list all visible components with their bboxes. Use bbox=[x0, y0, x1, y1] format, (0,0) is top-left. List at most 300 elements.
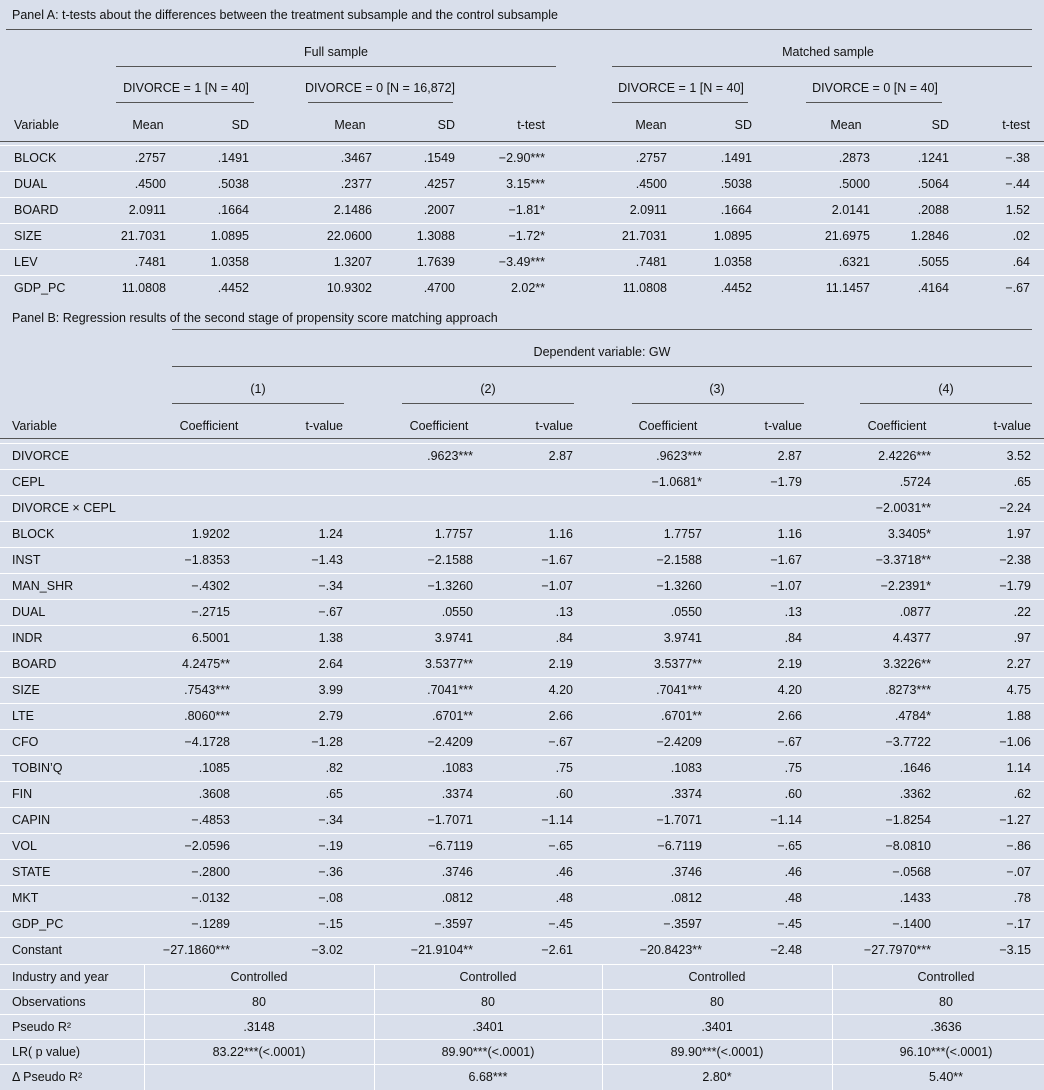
table-cell: −.67 bbox=[1005, 281, 1030, 295]
table-cell: .4784* bbox=[894, 709, 931, 723]
group1-full-header: DIVORCE = 1 [N = 40] bbox=[123, 81, 249, 95]
table-cell: −3.02 bbox=[311, 943, 343, 957]
table-cell: .46 bbox=[555, 865, 573, 879]
table-cell: .2007 bbox=[423, 203, 455, 217]
table-cell: 3.3405* bbox=[887, 527, 931, 541]
table-cell: −4.1728 bbox=[184, 735, 230, 749]
table-cell: −2.4209 bbox=[427, 735, 473, 749]
table-cell: 11.1457 bbox=[825, 281, 870, 295]
table-cell: 22.0600 bbox=[326, 229, 372, 243]
table-cell: −.4853 bbox=[191, 813, 230, 827]
table-cell: −2.4209 bbox=[656, 735, 702, 749]
table-cell: 1.24 bbox=[318, 527, 343, 541]
table-cell: .3362 bbox=[899, 787, 931, 801]
table-cell: 2.80* bbox=[702, 1070, 732, 1084]
row-label: MKT bbox=[12, 891, 39, 905]
column-header: SD bbox=[231, 118, 249, 132]
table-cell: .02 bbox=[1012, 229, 1030, 243]
table-cell: .65 bbox=[325, 787, 343, 801]
table-row bbox=[0, 443, 1044, 469]
table-row bbox=[0, 755, 1044, 781]
table-cell: 1.7757 bbox=[663, 527, 702, 541]
table-cell: .3608 bbox=[198, 787, 230, 801]
summary-row bbox=[0, 964, 1044, 989]
rule bbox=[116, 102, 254, 103]
table-cell: .3148 bbox=[243, 1020, 275, 1034]
table-cell: −.2715 bbox=[191, 605, 230, 619]
table-cell: −27.7970*** bbox=[863, 943, 931, 957]
column-header: t-value bbox=[305, 419, 343, 433]
table-cell: 83.22***(<.0001) bbox=[212, 1045, 306, 1059]
rule bbox=[6, 29, 1032, 30]
table-cell: .2757 bbox=[635, 151, 667, 165]
table-cell: 1.0358 bbox=[713, 255, 752, 269]
row-label: LEV bbox=[14, 255, 38, 269]
table-cell: 3.3226** bbox=[883, 657, 931, 671]
group1-matched-header: DIVORCE = 1 [N = 40] bbox=[618, 81, 744, 95]
table-cell: −.0568 bbox=[892, 865, 931, 879]
row-label: STATE bbox=[12, 865, 51, 879]
column-header: SD bbox=[437, 118, 455, 132]
table-cell: .4257 bbox=[423, 177, 455, 191]
table-cell: 1.97 bbox=[1006, 527, 1031, 541]
column-header: Variable bbox=[14, 118, 59, 132]
panel-b bbox=[0, 303, 1044, 964]
table-cell: −1.06 bbox=[999, 735, 1031, 749]
table-cell: 1.14 bbox=[1006, 761, 1031, 775]
table-cell: .5724 bbox=[899, 475, 931, 489]
table-cell: −1.27 bbox=[999, 813, 1031, 827]
table-cell: −.2800 bbox=[191, 865, 230, 879]
table-cell: 4.75 bbox=[1006, 683, 1031, 697]
rule bbox=[172, 366, 1032, 367]
table-cell: 1.7639 bbox=[416, 255, 455, 269]
table-cell: .62 bbox=[1013, 787, 1031, 801]
table-cell: −1.3260 bbox=[427, 579, 473, 593]
row-label: BOARD bbox=[12, 657, 57, 671]
table-cell: .65 bbox=[1013, 475, 1031, 489]
table-cell: .7481 bbox=[635, 255, 667, 269]
row-label: BLOCK bbox=[14, 151, 57, 165]
table-cell: .6701** bbox=[660, 709, 702, 723]
table-cell: 10.9302 bbox=[326, 281, 372, 295]
row-label: Pseudo R² bbox=[12, 1020, 72, 1034]
table-cell: −1.67 bbox=[770, 553, 802, 567]
table-cell: −.67 bbox=[318, 605, 343, 619]
table-cell: .2088 bbox=[917, 203, 949, 217]
table-row bbox=[0, 573, 1044, 599]
table-cell: Controlled bbox=[459, 970, 517, 984]
table-cell: −1.7071 bbox=[656, 813, 702, 827]
model-1-header: (1) bbox=[250, 382, 266, 396]
summary-row bbox=[0, 1039, 1044, 1064]
table-cell: .5055 bbox=[917, 255, 949, 269]
rule bbox=[0, 438, 1044, 439]
table-cell: 80 bbox=[939, 995, 953, 1009]
table-cell: .0812 bbox=[670, 891, 702, 905]
column-header: Coefficient bbox=[179, 419, 239, 433]
table-row bbox=[0, 495, 1044, 521]
row-label: MAN_SHR bbox=[12, 579, 74, 593]
table-cell: −.45 bbox=[548, 917, 573, 931]
group0-matched-header: DIVORCE = 0 [N = 40] bbox=[812, 81, 938, 95]
table-cell: −6.7119 bbox=[428, 839, 473, 853]
table-cell: .75 bbox=[784, 761, 802, 775]
row-label: CEPL bbox=[12, 475, 45, 489]
table-cell: .13 bbox=[784, 605, 802, 619]
table-row bbox=[0, 859, 1044, 885]
column-header: Mean bbox=[132, 118, 164, 132]
column-header: Coefficient bbox=[638, 419, 698, 433]
table-cell: .3467 bbox=[340, 151, 372, 165]
table-cell: 2.64 bbox=[318, 657, 343, 671]
table-cell: −20.8423** bbox=[639, 943, 702, 957]
table-cell: .2873 bbox=[838, 151, 870, 165]
table-cell: 21.7031 bbox=[621, 229, 667, 243]
table-cell: −.38 bbox=[1005, 151, 1030, 165]
table-cell: −21.9104** bbox=[410, 943, 473, 957]
table-cell: 4.2475** bbox=[182, 657, 230, 671]
table-cell: .64 bbox=[1012, 255, 1030, 269]
table-cell: −.3597 bbox=[434, 917, 473, 931]
table-cell: .1646 bbox=[899, 761, 931, 775]
column-header: t-value bbox=[535, 419, 573, 433]
table-cell: −6.7119 bbox=[657, 839, 702, 853]
table-cell: −.1400 bbox=[892, 917, 931, 931]
panel-c bbox=[0, 964, 1044, 1090]
table-row bbox=[0, 223, 1044, 249]
table-row bbox=[0, 547, 1044, 573]
table-cell: .97 bbox=[1013, 631, 1031, 645]
table-cell: .1491 bbox=[720, 151, 752, 165]
table-cell: .4500 bbox=[635, 177, 667, 191]
table-cell: 1.0895 bbox=[713, 229, 752, 243]
table-cell: −1.81* bbox=[508, 203, 545, 217]
table-cell: .84 bbox=[555, 631, 573, 645]
table-cell: −.67 bbox=[548, 735, 573, 749]
table-cell: .8060*** bbox=[184, 709, 230, 723]
table-cell: .0812 bbox=[441, 891, 473, 905]
table-cell: 4.20 bbox=[548, 683, 573, 697]
table-cell: .1083 bbox=[441, 761, 473, 775]
table-row bbox=[0, 145, 1044, 171]
table-cell: 2.27 bbox=[1006, 657, 1031, 671]
table-row bbox=[0, 833, 1044, 859]
table-cell: 2.66 bbox=[548, 709, 573, 723]
table-row bbox=[0, 625, 1044, 651]
table-cell: 80 bbox=[710, 995, 724, 1009]
table-cell: −27.1860*** bbox=[162, 943, 230, 957]
table-cell: .5038 bbox=[720, 177, 752, 191]
table-cell: .78 bbox=[1013, 891, 1031, 905]
table-cell: 80 bbox=[481, 995, 495, 1009]
column-header: t-value bbox=[993, 419, 1031, 433]
table-cell: .46 bbox=[784, 865, 802, 879]
table-cell: −1.8353 bbox=[184, 553, 230, 567]
row-label: Constant bbox=[12, 943, 63, 957]
table-cell: −.67 bbox=[777, 735, 802, 749]
row-label: SIZE bbox=[14, 229, 42, 243]
column-separator bbox=[374, 964, 375, 1090]
table-cell: 2.87 bbox=[777, 449, 802, 463]
table-cell: −2.38 bbox=[999, 553, 1031, 567]
table-cell: 1.38 bbox=[318, 631, 343, 645]
table-cell: −.65 bbox=[548, 839, 573, 853]
column-separator bbox=[602, 964, 603, 1090]
rule bbox=[612, 66, 1032, 67]
table-cell: .4500 bbox=[134, 177, 166, 191]
panel-b-title: Panel B: Regression results of the second stage of propensity score matching approach bbox=[12, 311, 498, 325]
table-cell: .75 bbox=[555, 761, 573, 775]
row-label: Industry and year bbox=[12, 970, 109, 984]
table-cell: −2.48 bbox=[770, 943, 802, 957]
column-header: t-test bbox=[517, 118, 545, 132]
table-cell: 2.0141 bbox=[831, 203, 870, 217]
table-cell: 2.02** bbox=[510, 281, 545, 295]
table-row bbox=[0, 651, 1044, 677]
table-cell: 3.5377** bbox=[425, 657, 473, 671]
table-cell: −1.79 bbox=[770, 475, 802, 489]
table-cell: −.4302 bbox=[191, 579, 230, 593]
table-cell: 21.6975 bbox=[824, 229, 870, 243]
table-cell: −.65 bbox=[777, 839, 802, 853]
table-cell: 96.10***(<.0001) bbox=[899, 1045, 993, 1059]
table-cell: 1.16 bbox=[777, 527, 802, 541]
table-cell: −2.1588 bbox=[656, 553, 702, 567]
table-cell: 3.99 bbox=[318, 683, 343, 697]
table-cell: .2377 bbox=[340, 177, 372, 191]
table-row bbox=[0, 249, 1044, 275]
table-cell: .3746 bbox=[670, 865, 702, 879]
row-label: DIVORCE × CEPL bbox=[12, 501, 116, 515]
full-sample-header: Full sample bbox=[304, 45, 368, 59]
table-cell: .5000 bbox=[838, 177, 870, 191]
table-cell: 1.7757 bbox=[434, 527, 473, 541]
table-cell: 3.52 bbox=[1006, 449, 1031, 463]
table-cell: .2757 bbox=[134, 151, 166, 165]
table-cell: −3.15 bbox=[999, 943, 1031, 957]
table-cell: 2.1486 bbox=[333, 203, 372, 217]
table-cell: 3.9741 bbox=[434, 631, 473, 645]
table-cell: Controlled bbox=[917, 970, 975, 984]
table-cell: .7041*** bbox=[656, 683, 702, 697]
rule bbox=[860, 403, 1032, 404]
table-cell: 1.3207 bbox=[333, 255, 372, 269]
table-cell: .13 bbox=[555, 605, 573, 619]
column-header: Coefficient bbox=[409, 419, 469, 433]
table-cell: −.45 bbox=[777, 917, 802, 931]
table-cell: 80 bbox=[252, 995, 266, 1009]
table-cell: −2.61 bbox=[541, 943, 573, 957]
table-cell: .9623*** bbox=[656, 449, 702, 463]
column-separator bbox=[144, 964, 145, 1090]
table-cell: .3374 bbox=[441, 787, 473, 801]
table-row bbox=[0, 911, 1044, 937]
column-header: Mean bbox=[635, 118, 667, 132]
table-cell: .22 bbox=[1013, 605, 1031, 619]
rule bbox=[172, 403, 344, 404]
table-cell: .0550 bbox=[670, 605, 702, 619]
column-header: t-value bbox=[764, 419, 802, 433]
table-cell: −.19 bbox=[318, 839, 343, 853]
summary-row bbox=[0, 1014, 1044, 1039]
table-cell: −1.07 bbox=[770, 579, 802, 593]
row-label: BLOCK bbox=[12, 527, 55, 541]
rule bbox=[116, 66, 556, 67]
table-cell: .9623*** bbox=[427, 449, 473, 463]
table-cell: −2.2391* bbox=[880, 579, 931, 593]
table-cell: .3636 bbox=[930, 1020, 962, 1034]
table-cell: −1.43 bbox=[311, 553, 343, 567]
table-cell: −.17 bbox=[1006, 917, 1031, 931]
rule bbox=[402, 403, 574, 404]
table-cell: .60 bbox=[555, 787, 573, 801]
table-cell: −.07 bbox=[1006, 865, 1031, 879]
table-cell: .4452 bbox=[720, 281, 752, 295]
table-cell: 2.66 bbox=[777, 709, 802, 723]
table-cell: .82 bbox=[325, 761, 343, 775]
table-row bbox=[0, 521, 1044, 547]
row-label: Δ Pseudo R² bbox=[12, 1070, 83, 1084]
table-cell: −1.8254 bbox=[885, 813, 931, 827]
table-cell: −1.3260 bbox=[656, 579, 702, 593]
table-row bbox=[0, 937, 1044, 963]
table-cell: 1.52 bbox=[1005, 203, 1030, 217]
table-cell: −.44 bbox=[1005, 177, 1030, 191]
table-cell: .1491 bbox=[217, 151, 249, 165]
model-3-header: (3) bbox=[709, 382, 725, 396]
table-cell: −2.24 bbox=[999, 501, 1031, 515]
table-cell: 6.5001 bbox=[191, 631, 230, 645]
table-cell: −3.3718** bbox=[875, 553, 931, 567]
table-row bbox=[0, 781, 1044, 807]
table-row bbox=[0, 703, 1044, 729]
rule bbox=[632, 403, 804, 404]
table-cell: −1.14 bbox=[770, 813, 802, 827]
table-cell: 1.88 bbox=[1006, 709, 1031, 723]
row-label: GDP_PC bbox=[12, 917, 64, 931]
table-cell: −1.28 bbox=[311, 735, 343, 749]
table-row bbox=[0, 275, 1044, 301]
table-cell: −.1289 bbox=[191, 917, 230, 931]
table-cell: .5038 bbox=[217, 177, 249, 191]
row-label: GDP_PC bbox=[14, 281, 66, 295]
table-cell: −2.90*** bbox=[498, 151, 545, 165]
table-cell: 89.90***(<.0001) bbox=[670, 1045, 764, 1059]
table-cell: Controlled bbox=[688, 970, 746, 984]
panel-a-title: Panel A: t-tests about the differences between the treatment subsample and the control subsample bbox=[12, 8, 558, 22]
row-label: TOBIN’Q bbox=[12, 761, 63, 775]
column-header: Variable bbox=[12, 419, 57, 433]
table-cell: −.0132 bbox=[191, 891, 230, 905]
table-cell: Controlled bbox=[230, 970, 288, 984]
table-cell: −2.0596 bbox=[184, 839, 230, 853]
table-cell: −1.67 bbox=[541, 553, 573, 567]
table-cell: −1.14 bbox=[541, 813, 573, 827]
table-cell: .1664 bbox=[720, 203, 752, 217]
table-cell: −.15 bbox=[318, 917, 343, 931]
table-cell: 3.5377** bbox=[654, 657, 702, 671]
table-cell: .4700 bbox=[423, 281, 455, 295]
rule bbox=[612, 102, 748, 103]
dependent-variable-header: Dependent variable: GW bbox=[533, 345, 671, 359]
row-label: SIZE bbox=[12, 683, 40, 697]
table-row bbox=[0, 729, 1044, 755]
table-cell: −1.07 bbox=[541, 579, 573, 593]
table-cell: .4164 bbox=[917, 281, 949, 295]
panel-a bbox=[0, 0, 1044, 303]
table-cell: −.08 bbox=[318, 891, 343, 905]
row-label: Observations bbox=[12, 995, 86, 1009]
column-header: Coefficient bbox=[867, 419, 927, 433]
table-cell: 2.79 bbox=[318, 709, 343, 723]
matched-sample-header: Matched sample bbox=[782, 45, 874, 59]
table-cell: 1.0358 bbox=[210, 255, 249, 269]
table-cell: .48 bbox=[784, 891, 802, 905]
column-header: t-test bbox=[1002, 118, 1030, 132]
table-cell: 4.20 bbox=[777, 683, 802, 697]
model-2-header: (2) bbox=[480, 382, 496, 396]
table-cell: .0550 bbox=[441, 605, 473, 619]
table-cell: .1085 bbox=[198, 761, 230, 775]
table-cell: .3746 bbox=[441, 865, 473, 879]
column-separator bbox=[832, 964, 833, 1090]
row-label: FIN bbox=[12, 787, 33, 801]
table-row bbox=[0, 469, 1044, 495]
row-label: CFO bbox=[12, 735, 39, 749]
table-cell: −1.72* bbox=[508, 229, 545, 243]
table-cell: −.86 bbox=[1006, 839, 1031, 853]
table-cell: 6.68*** bbox=[468, 1070, 508, 1084]
table-cell: .48 bbox=[555, 891, 573, 905]
row-label: VOL bbox=[12, 839, 38, 853]
rule bbox=[308, 102, 453, 103]
table-cell: −1.79 bbox=[999, 579, 1031, 593]
table-cell: 4.4377 bbox=[892, 631, 931, 645]
table-cell: 21.7031 bbox=[120, 229, 166, 243]
row-label: DIVORCE bbox=[12, 449, 69, 463]
table-cell: −.34 bbox=[318, 579, 343, 593]
table-cell: .1549 bbox=[423, 151, 455, 165]
table-cell: .60 bbox=[784, 787, 802, 801]
row-label: LTE bbox=[12, 709, 34, 723]
rule bbox=[806, 102, 942, 103]
table-row bbox=[0, 677, 1044, 703]
table-row bbox=[0, 599, 1044, 625]
table-cell: 3.15*** bbox=[506, 177, 545, 191]
table-row bbox=[0, 807, 1044, 833]
table-cell: 2.87 bbox=[548, 449, 573, 463]
table-cell: .3401 bbox=[701, 1020, 733, 1034]
table-cell: −2.1588 bbox=[427, 553, 473, 567]
row-label: LR( p value) bbox=[12, 1045, 81, 1059]
row-label: INST bbox=[12, 553, 41, 567]
table-row bbox=[0, 885, 1044, 911]
table-cell: .84 bbox=[784, 631, 802, 645]
table-cell: −.3597 bbox=[663, 917, 702, 931]
table-cell: .6701** bbox=[431, 709, 473, 723]
table-cell: .1241 bbox=[917, 151, 949, 165]
summary-row bbox=[0, 1064, 1044, 1089]
table-cell: 1.2846 bbox=[910, 229, 949, 243]
table-cell: 1.9202 bbox=[191, 527, 230, 541]
table-cell: 1.0895 bbox=[210, 229, 249, 243]
summary-row bbox=[0, 989, 1044, 1014]
table-cell: −2.0031** bbox=[875, 501, 931, 515]
table-cell: 2.0911 bbox=[629, 203, 667, 217]
table-cell: −1.7071 bbox=[427, 813, 473, 827]
model-4-header: (4) bbox=[938, 382, 954, 396]
